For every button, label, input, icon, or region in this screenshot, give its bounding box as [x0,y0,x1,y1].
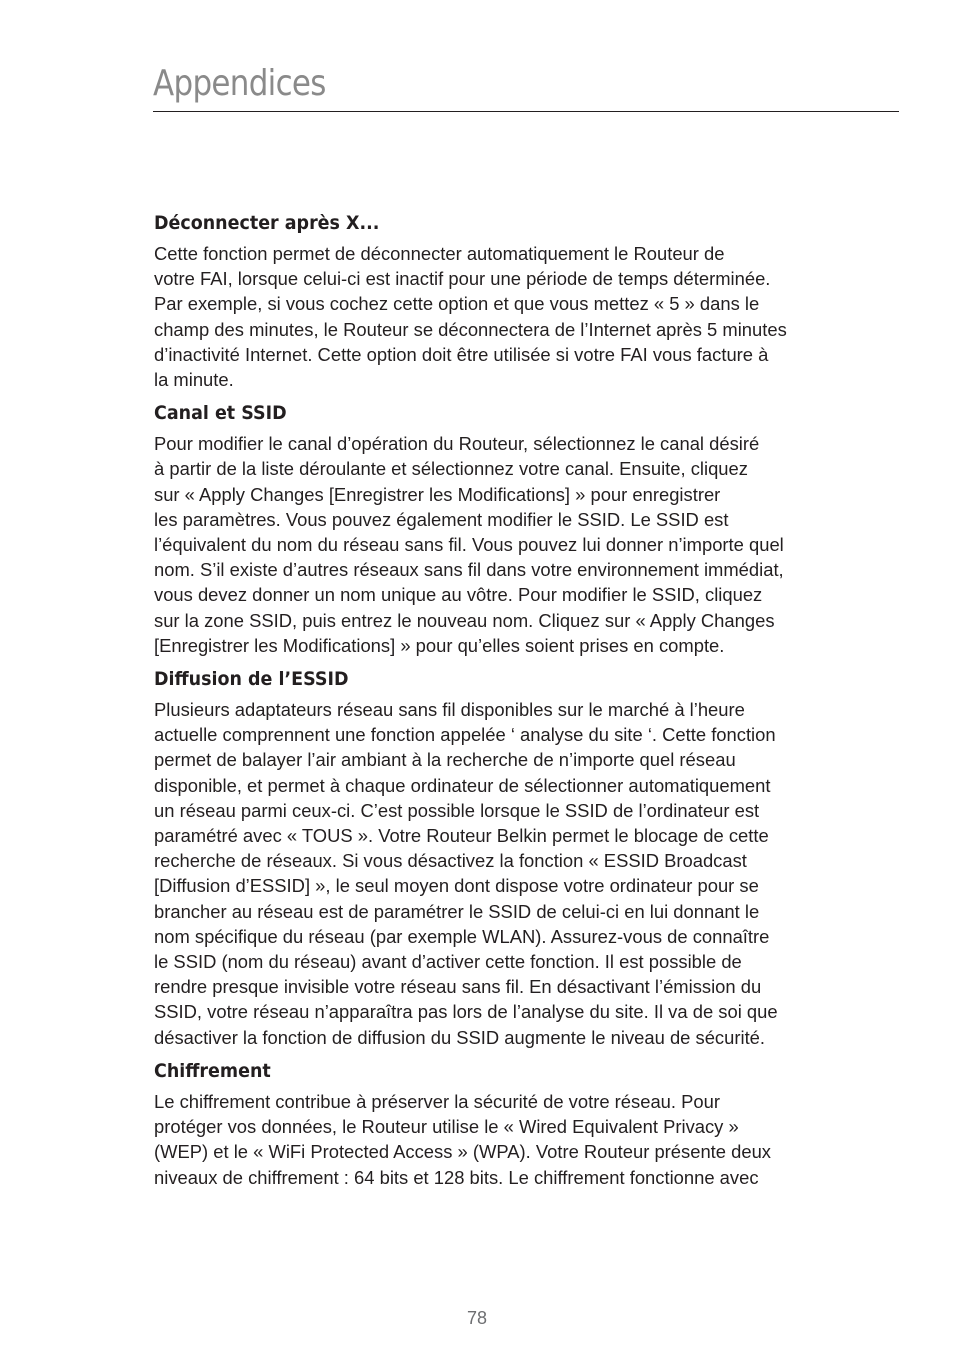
section-heading: Chiffrement [154,1059,271,1082]
text-line: rendre presque invisible votre réseau sans fil. En désactivant l’émission du [154,976,762,998]
section-paragraph [154,431,870,658]
section-deconnecter [154,209,870,392]
text-line: recherche de réseaux. Si vous désactivez la fonction « ESSID Broadcast [154,850,747,872]
text-line: Plusieurs adaptateurs réseau sans fil disponibles sur le marché à l’heure [154,699,745,721]
section-heading: Diffusion de l’ESSID [154,668,349,691]
text-line: nom. S’il existe d’autres réseaux sans fil dans votre environnement immédiat, [154,559,784,581]
text-line: les paramètres. Vous pouvez également modifier le SSID. Le SSID est [154,508,729,530]
text-line: actuelle comprennent une fonction appelée ‘ analyse du site ‘. Cette fonction [154,724,776,746]
page-header [153,62,899,106]
section-paragraph [154,241,870,392]
text-line: d’inactivité Internet. Cette option doit être utilisée si votre FAI vous facture à [154,343,769,365]
text-line: sur la zone SSID, puis entrez le nouveau nom. Cliquez sur « Apply Changes [154,609,775,631]
text-line: nom spécifique du réseau (par exemple WLAN). Assurez-vous de connaître [154,925,770,947]
section-paragraph [154,697,870,1050]
text-line: Le chiffrement contribue à préserver la sécurité de votre réseau. Pour [154,1090,720,1112]
text-line: Par exemple, si vous cochez cette option et que vous mettez « 5 » dans le [154,293,760,315]
document-body [154,209,870,1197]
text-line: [Diffusion d’ESSID] », le seul moyen dont dispose votre ordinateur pour se [154,875,759,897]
text-line: sur « Apply Changes [Enregistrer les Modifications] » pour enregistrer [154,483,721,505]
page-title: Appendices [153,63,326,104]
page-number: 78 [466,1308,488,1328]
section-heading: Déconnecter après X... [154,212,380,234]
text-line: Pour modifier le canal d’opération du Routeur, sélectionnez le canal désiré [154,433,760,455]
text-line: (WEP) et le « WiFi Protected Access » (WPA). Votre Routeur présente deux [154,1141,772,1163]
text-line: votre FAI, lorsque celui-ci est inactif pour une période de temps déterminée. [154,268,771,290]
section-heading: Canal et SSID [154,402,287,425]
text-line: protéger vos données, le Routeur utilise le « Wired Equivalent Privacy » [154,1116,739,1138]
text-line: niveaux de chiffrement : 64 bits et 128 bits. Le chiffrement fonctionne avec [154,1166,759,1188]
section-paragraph [154,1089,870,1190]
text-line: paramétré avec « TOUS ». Votre Routeur Belkin permet le blocage de cette [154,825,769,847]
section-diffusion-essid [154,665,870,1050]
header-divider [153,111,899,112]
text-line: à partir de la liste déroulante et sélectionnez votre canal. Ensuite, cliquez [154,458,748,480]
text-line: disponible, et permet à chaque ordinateur de sélectionner automatiquement [154,774,771,796]
text-line: permet de balayer l’air ambiant à la recherche de n’importe quel réseau [154,749,736,771]
section-canal-ssid [154,399,870,658]
text-line: la minute. [154,369,234,391]
text-line: Cette fonction permet de déconnecter automatiquement le Routeur de [154,243,725,264]
text-line: un réseau parmi ceux-ci. C’est possible lorsque le SSID de l’ordinateur est [154,799,760,821]
text-line: vous devez donner un nom unique au vôtre. Pour modifier le SSID, cliquez [154,584,763,606]
text-line: désactiver la fonction de diffusion du SSID augmente le niveau de sécurité. [154,1026,766,1048]
text-line: le SSID (nom du réseau) avant d’activer cette fonction. Il est possible de [154,951,742,973]
text-line: brancher au réseau est de paramétrer le SSID de celui-ci en lui donnant le [154,900,760,922]
text-line: [Enregistrer les Modifications] » pour qu’elles soient prises en compte. [154,634,725,656]
section-chiffrement [154,1057,870,1190]
text-line: SSID, votre réseau n’apparaîtra pas lors de l’analyse du site. Il va de soi que [154,1001,778,1023]
text-line: champ des minutes, le Routeur se déconnectera de l’Internet après 5 minutes [154,318,787,340]
text-line: l’équivalent du nom du réseau sans fil. Vous pouvez lui donner n’importe quel [154,534,784,556]
